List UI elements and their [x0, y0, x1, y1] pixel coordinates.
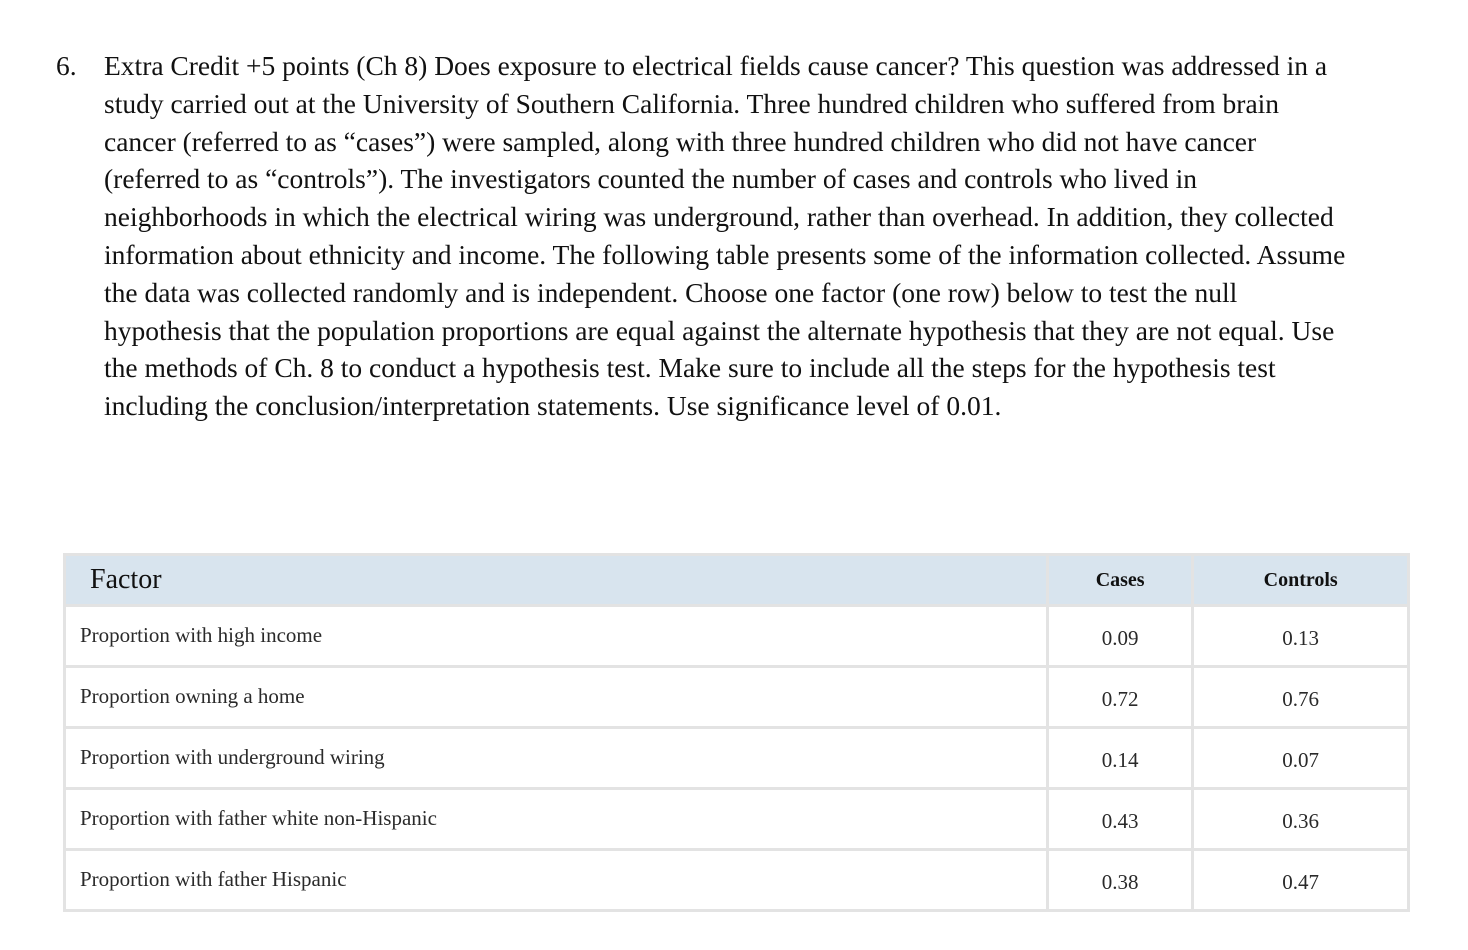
header-factor: Factor — [66, 556, 1046, 604]
table-row — [66, 668, 1407, 726]
row-cases-value: 0.72 — [1049, 668, 1191, 726]
question-block — [56, 47, 1346, 425]
row-factor-label: Proportion with father Hispanic — [66, 851, 1046, 909]
header-cases: Cases — [1049, 556, 1191, 604]
table-header-row — [66, 556, 1407, 604]
table-row — [66, 729, 1407, 787]
table-row — [66, 607, 1407, 665]
row-controls-value: 0.36 — [1194, 790, 1407, 848]
row-factor-label: Proportion with high income — [66, 607, 1046, 665]
row-factor-label: Proportion owning a home — [66, 668, 1046, 726]
row-factor-label: Proportion with underground wiring — [66, 729, 1046, 787]
table-row — [66, 790, 1407, 848]
row-controls-value: 0.76 — [1194, 668, 1407, 726]
row-cases-value: 0.43 — [1049, 790, 1191, 848]
question-number: 6. — [56, 50, 77, 81]
row-cases-value: 0.38 — [1049, 851, 1191, 909]
header-controls: Controls — [1194, 556, 1407, 604]
row-factor-label: Proportion with father white non-Hispanic — [66, 790, 1046, 848]
question-text: Extra Credit +5 points (Ch 8) Does exposure to electrical fields cause cancer? This question was addressed in a study carried out at the University of Southern California. Three hundred children who suffered from brain cancer (referred to as “cases”) were sampled, along with three hundred children who did not have cancer (referred to as “controls”). The investigators counted the number of cases and controls who lived in neighborhoods in which the electrical wiring was underground, rather than overhead. In addition, they collected information about ethnicity and income. The following table presents some of the information collected. Assume the data was collected randomly and is independent. Choose one factor (one row) below to test the null hypothesis that the population proportions are equal against the alternate hypothesis that they are not equal. Use the methods of Ch. 8 to conduct a hypothesis test. Make sure to include all the steps for the hypothesis test including the conclusion/interpretation statements. Use significance level of 0.01. — [104, 50, 1346, 422]
row-controls-value: 0.47 — [1194, 851, 1407, 909]
row-controls-value: 0.13 — [1194, 607, 1407, 665]
row-cases-value: 0.09 — [1049, 607, 1191, 665]
row-cases-value: 0.14 — [1049, 729, 1191, 787]
row-controls-value: 0.07 — [1194, 729, 1407, 787]
table-row — [66, 851, 1407, 909]
factor-table — [63, 553, 1410, 912]
